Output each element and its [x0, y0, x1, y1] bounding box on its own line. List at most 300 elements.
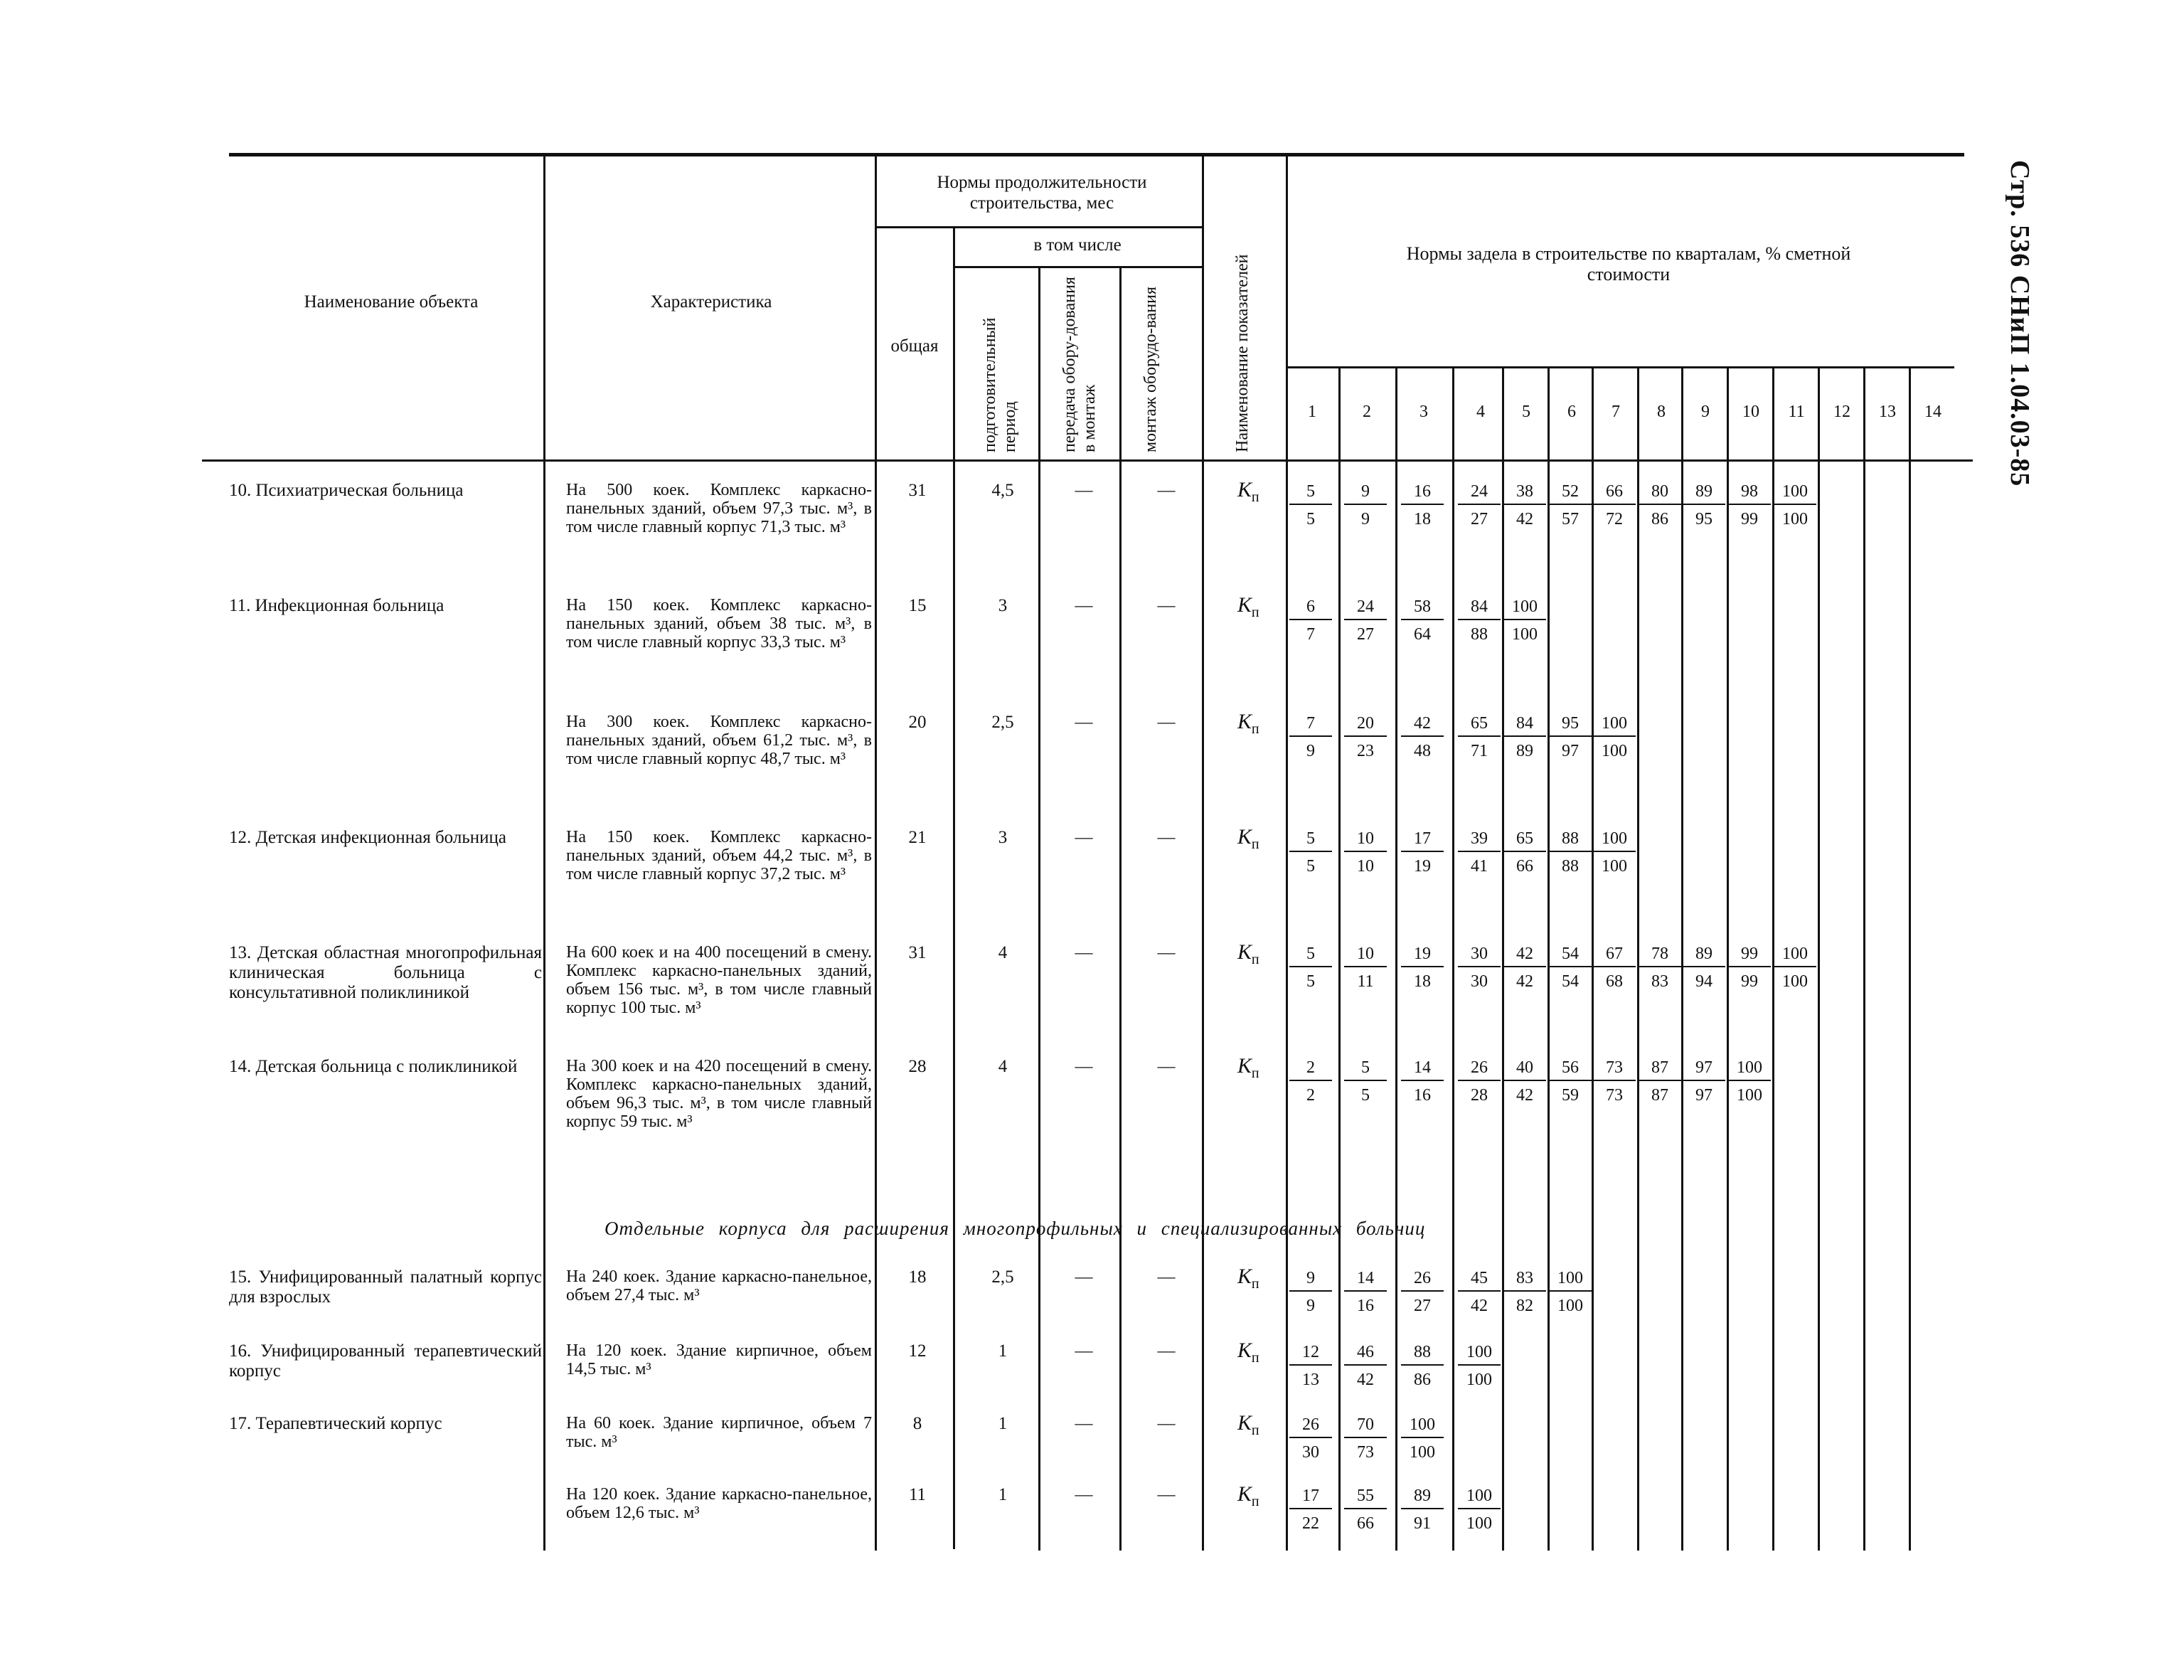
backlog-numerator: 9 [1289, 1266, 1332, 1292]
indicator-kp: $К_п$ [1237, 593, 1259, 620]
quarters-header-rule [1286, 366, 1954, 368]
backlog-numerator: 58 [1401, 595, 1444, 620]
q-divider [1395, 366, 1397, 1551]
backlog-value [1458, 1484, 1501, 1535]
indicator-kp: $К_п$ [1237, 1339, 1259, 1366]
backlog-numerator: 17 [1401, 826, 1444, 852]
backlog-numerator: 14 [1401, 1056, 1444, 1081]
backlog-denominator: 18 [1414, 510, 1431, 528]
characteristic-text: На 600 коек и на 400 посещений в смену. Комплекс каркасно-панельных зданий, объем 156 тыс. м³, в том числе главный корпус 100 тыс. м³ [566, 943, 872, 1017]
backlog-value [1458, 479, 1501, 531]
duration-prep: 2,5 [991, 713, 1014, 732]
backlog-numerator: 45 [1458, 1266, 1501, 1292]
backlog-value [1593, 826, 1636, 878]
backlog-value [1458, 1266, 1501, 1317]
backlog-value [1289, 479, 1332, 531]
duration-transfer: — [1075, 1057, 1093, 1076]
backlog-denominator: 16 [1357, 1297, 1374, 1315]
indicator-symbol: К [1237, 1482, 1252, 1506]
duration-transfer: — [1075, 943, 1093, 962]
quarter-number: 12 [1833, 403, 1850, 421]
characteristic-text: На 240 коек. Здание каркасно-панельное, объем 27,4 тыс. м³ [566, 1267, 872, 1304]
backlog-denominator: 42 [1516, 510, 1533, 528]
backlog-value [1683, 942, 1725, 993]
backlog-numerator: 67 [1593, 942, 1636, 967]
backlog-numerator: 42 [1503, 942, 1546, 967]
quarter-number: 9 [1701, 403, 1710, 421]
backlog-numerator: 19 [1401, 942, 1444, 967]
backlog-numerator: 39 [1458, 826, 1501, 852]
indicator-symbol: К [1237, 1339, 1252, 1362]
q-divider [1338, 366, 1341, 1551]
object-name: 13. Детская областная многопрофильная клиническая больница с консультативной поликлиникой [229, 943, 542, 1002]
q-divider [1452, 366, 1454, 1551]
backlog-denominator: 42 [1357, 1371, 1374, 1389]
backlog-numerator: 26 [1401, 1266, 1444, 1292]
backlog-value [1683, 479, 1725, 531]
backlog-value [1503, 1056, 1546, 1107]
backlog-denominator: 71 [1471, 742, 1488, 760]
quarter-number: 13 [1879, 403, 1896, 421]
duration-total: 20 [908, 713, 927, 732]
characteristic-text: На 300 коек. Комплекс каркасно-панельных зданий, объем 61,2 тыс. м³, в том числе главный корпус 48,7 тыс. м³ [566, 713, 872, 768]
backlog-value [1593, 1056, 1636, 1107]
duration-total: 18 [908, 1267, 927, 1287]
object-name: 11. Инфекционная больница [229, 596, 444, 615]
duration-install: — [1157, 828, 1176, 847]
backlog-value [1549, 1056, 1592, 1107]
duration-total: 31 [908, 481, 927, 500]
backlog-numerator: 95 [1549, 711, 1592, 737]
backlog-value [1728, 479, 1771, 531]
backlog-denominator: 82 [1516, 1297, 1533, 1315]
duration-install: — [1157, 713, 1176, 732]
backlog-value [1549, 1266, 1592, 1317]
backlog-numerator: 5 [1344, 1056, 1387, 1081]
backlog-value [1728, 1056, 1771, 1107]
backlog-value [1593, 711, 1636, 762]
backlog-denominator: 41 [1471, 857, 1488, 876]
backlog-numerator: 89 [1683, 479, 1725, 505]
col-divider-transfer [1119, 266, 1122, 1551]
duration-prep: 4 [998, 943, 1008, 962]
backlog-value [1549, 942, 1592, 993]
backlog-numerator: 100 [1549, 1266, 1592, 1292]
characteristic-text: На 500 коек. Комплекс каркасно-панельных зданий, объем 97,3 тыс. м³, в том числе главный корпус 71,3 тыс. м³ [566, 481, 872, 536]
backlog-denominator: 19 [1414, 857, 1431, 876]
backlog-denominator: 9 [1306, 742, 1315, 760]
quarter-number: 14 [1924, 403, 1941, 421]
backlog-value [1683, 1056, 1725, 1107]
backlog-value [1401, 1340, 1444, 1391]
backlog-numerator: 84 [1458, 595, 1501, 620]
duration-transfer: — [1075, 713, 1093, 732]
backlog-numerator: 84 [1503, 711, 1546, 737]
backlog-value [1289, 595, 1332, 646]
indicator-kp: $К_п$ [1237, 1054, 1259, 1081]
backlog-denominator: 97 [1562, 742, 1579, 760]
backlog-numerator: 100 [1774, 479, 1816, 505]
duration-transfer: — [1075, 481, 1093, 500]
duration-header-rule [875, 226, 1202, 228]
backlog-value [1458, 711, 1501, 762]
q-divider [1863, 366, 1865, 1551]
backlog-value [1344, 1056, 1387, 1107]
backlog-denominator: 30 [1471, 972, 1488, 991]
object-name: 14. Детская больница с поликлиникой [229, 1057, 518, 1076]
indicator-symbol: К [1237, 825, 1252, 849]
backlog-value [1344, 479, 1387, 531]
backlog-numerator: 6 [1289, 595, 1332, 620]
object-name: 12. Детская инфекционная больница [229, 828, 506, 847]
duration-install: — [1157, 1267, 1176, 1287]
backlog-denominator: 27 [1357, 625, 1374, 644]
backlog-denominator: 68 [1606, 972, 1623, 991]
duration-install: — [1157, 596, 1176, 615]
duration-install: — [1157, 943, 1176, 962]
backlog-numerator: 83 [1503, 1266, 1546, 1292]
backlog-denominator: 97 [1695, 1086, 1712, 1105]
backlog-denominator: 86 [1414, 1371, 1431, 1389]
duration-install: — [1157, 1341, 1176, 1361]
backlog-numerator: 89 [1401, 1484, 1444, 1509]
backlog-value [1289, 711, 1332, 762]
backlog-value [1549, 711, 1592, 762]
backlog-denominator: 87 [1651, 1086, 1668, 1105]
backlog-denominator: 5 [1361, 1086, 1370, 1105]
duration-prep: 2,5 [991, 1267, 1014, 1287]
backlog-denominator: 57 [1562, 510, 1579, 528]
backlog-value [1344, 1484, 1387, 1535]
backlog-denominator: 100 [1782, 510, 1808, 528]
backlog-numerator: 5 [1289, 479, 1332, 505]
backlog-denominator: 64 [1414, 625, 1431, 644]
duration-prep: 4 [998, 1057, 1008, 1076]
backlog-numerator: 14 [1344, 1266, 1387, 1292]
backlog-denominator: 73 [1606, 1086, 1623, 1105]
backlog-numerator: 65 [1503, 826, 1546, 852]
col-divider-name [543, 156, 545, 1551]
backlog-value [1503, 595, 1546, 646]
backlog-value [1401, 711, 1444, 762]
backlog-numerator: 38 [1503, 479, 1546, 505]
duration-prep: 4,5 [991, 481, 1014, 500]
backlog-numerator: 100 [1458, 1484, 1501, 1509]
backlog-denominator: 5 [1306, 857, 1315, 876]
indicator-kp: $К_п$ [1237, 1265, 1259, 1292]
backlog-value [1774, 942, 1816, 993]
backlog-value [1401, 826, 1444, 878]
col-divider-prep [1038, 266, 1040, 1551]
backlog-numerator: 5 [1289, 826, 1332, 852]
header-indicator-name: Наименование показателей [1233, 254, 1252, 452]
header-object-name: Наименование объекта [304, 292, 479, 312]
backlog-denominator: 30 [1302, 1443, 1319, 1462]
backlog-value [1774, 479, 1816, 531]
duration-total: 15 [908, 596, 927, 615]
indicator-symbol: К [1237, 478, 1252, 501]
backlog-denominator: 27 [1414, 1297, 1431, 1315]
duration-install: — [1157, 1414, 1176, 1433]
backlog-value [1344, 942, 1387, 993]
col-divider-install [1202, 156, 1204, 1551]
object-name: 10. Психиатрическая больница [229, 481, 464, 500]
indicator-kp: $К_п$ [1237, 478, 1259, 505]
duration-transfer: — [1075, 596, 1093, 615]
backlog-denominator: 66 [1516, 857, 1533, 876]
backlog-denominator: 73 [1357, 1443, 1374, 1462]
backlog-numerator: 46 [1344, 1340, 1387, 1366]
quarter-number: 6 [1567, 403, 1576, 421]
header-including: в том числе [1033, 235, 1122, 255]
backlog-denominator: 91 [1414, 1514, 1431, 1533]
characteristic-text: На 60 коек. Здание кирпичное, объем 7 тыс. м³ [566, 1414, 872, 1451]
backlog-denominator: 5 [1306, 510, 1315, 528]
backlog-denominator: 11 [1357, 972, 1374, 991]
header-duration-norms: Нормы продолжительности строительства, мес [937, 173, 1147, 213]
backlog-denominator: 95 [1695, 510, 1712, 528]
backlog-numerator: 24 [1344, 595, 1387, 620]
quarter-number: 2 [1363, 403, 1371, 421]
backlog-denominator: 22 [1302, 1514, 1319, 1533]
backlog-numerator: 98 [1728, 479, 1771, 505]
duration-total: 11 [908, 1485, 927, 1504]
backlog-denominator: 13 [1302, 1371, 1319, 1389]
header-equip-install: монтаж оборудо-вания [1141, 286, 1160, 452]
duration-install: — [1157, 1057, 1176, 1076]
object-name: 15. Унифицированный палатный корпус для взрослых [229, 1267, 542, 1307]
header-characteristic: Характеристика [650, 292, 772, 312]
backlog-numerator: 16 [1401, 479, 1444, 505]
backlog-value [1458, 595, 1501, 646]
backlog-value [1401, 1266, 1444, 1317]
backlog-denominator: 42 [1516, 972, 1533, 991]
duration-install: — [1157, 481, 1176, 500]
backlog-numerator: 78 [1639, 942, 1681, 967]
backlog-value [1593, 479, 1636, 531]
quarter-number: 11 [1788, 403, 1805, 421]
backlog-value [1728, 942, 1771, 993]
backlog-value [1458, 942, 1501, 993]
backlog-denominator: 9 [1361, 510, 1370, 528]
backlog-numerator: 87 [1639, 1056, 1681, 1081]
duration-transfer: — [1075, 828, 1093, 847]
quarter-number: 10 [1742, 403, 1759, 421]
characteristic-text: На 300 коек и на 420 посещений в смену. Комплекс каркасно-панельных зданий, объем 96,3 тыс. м³, в том числе главный корпус 59 тыс. м³ [566, 1057, 872, 1131]
indicator-symbol: К [1237, 593, 1252, 617]
backlog-value [1639, 479, 1681, 531]
backlog-denominator: 10 [1357, 857, 1374, 876]
duration-prep: 1 [998, 1485, 1008, 1504]
indicator-symbol: К [1237, 1265, 1252, 1288]
col-divider-total [953, 226, 955, 1549]
backlog-numerator: 55 [1344, 1484, 1387, 1509]
backlog-denominator: 9 [1306, 1297, 1315, 1315]
backlog-value [1401, 1484, 1444, 1535]
backlog-value [1458, 1340, 1501, 1391]
col-divider-indicator [1286, 156, 1288, 1551]
section-title: Отдельные корпуса для расширения многопрофильных и специализированных больниц [604, 1218, 1426, 1239]
backlog-denominator: 100 [1602, 742, 1627, 760]
header-bottom-rule [202, 459, 1973, 462]
backlog-value [1344, 1413, 1387, 1464]
backlog-numerator: 10 [1344, 942, 1387, 967]
backlog-denominator: 7 [1306, 625, 1315, 644]
indicator-symbol: К [1237, 940, 1252, 964]
backlog-numerator: 70 [1344, 1413, 1387, 1438]
backlog-denominator: 72 [1606, 510, 1623, 528]
backlog-numerator: 100 [1401, 1413, 1444, 1438]
backlog-denominator: 27 [1471, 510, 1488, 528]
backlog-denominator: 100 [1466, 1514, 1492, 1533]
backlog-denominator: 88 [1471, 625, 1488, 644]
page-side-title: Стр. 536 СНиП 1.04.03-85 [2005, 160, 2035, 487]
backlog-denominator: 94 [1695, 972, 1712, 991]
backlog-value [1289, 1056, 1332, 1107]
backlog-value [1458, 1056, 1501, 1107]
duration-prep: 1 [998, 1414, 1008, 1433]
duration-total: 31 [908, 943, 927, 962]
backlog-denominator: 54 [1562, 972, 1579, 991]
backlog-denominator: 59 [1562, 1086, 1579, 1105]
backlog-denominator: 23 [1357, 742, 1374, 760]
backlog-denominator: 83 [1651, 972, 1668, 991]
backlog-value [1639, 942, 1681, 993]
backlog-denominator: 48 [1414, 742, 1431, 760]
duration-prep: 1 [998, 1341, 1008, 1361]
quarter-number: 4 [1476, 403, 1485, 421]
backlog-value [1344, 711, 1387, 762]
characteristic-text: На 150 коек. Комплекс каркасно-панельных зданий, объем 44,2 тыс. м³, в том числе главный корпус 37,2 тыс. м³ [566, 828, 872, 883]
indicator-kp: $К_п$ [1237, 710, 1259, 737]
backlog-numerator: 89 [1683, 942, 1725, 967]
indicator-kp: $К_п$ [1237, 1482, 1259, 1509]
backlog-numerator: 30 [1458, 942, 1501, 967]
backlog-numerator: 88 [1549, 826, 1592, 852]
backlog-numerator: 73 [1593, 1056, 1636, 1081]
backlog-numerator: 54 [1549, 942, 1592, 967]
backlog-value [1593, 942, 1636, 993]
backlog-value [1401, 1413, 1444, 1464]
top-rule [229, 153, 1964, 156]
indicator-symbol: К [1237, 710, 1252, 733]
backlog-numerator: 97 [1683, 1056, 1725, 1081]
backlog-value [1401, 942, 1444, 993]
backlog-numerator: 9 [1344, 479, 1387, 505]
backlog-numerator: 65 [1458, 711, 1501, 737]
backlog-value [1289, 1413, 1332, 1464]
backlog-numerator: 42 [1401, 711, 1444, 737]
q-divider [1818, 366, 1820, 1551]
backlog-value [1401, 479, 1444, 531]
backlog-denominator: 100 [1602, 857, 1627, 876]
duration-install: — [1157, 1485, 1176, 1504]
backlog-denominator: 99 [1741, 972, 1758, 991]
backlog-value [1503, 826, 1546, 878]
indicator-symbol: К [1237, 1054, 1252, 1078]
duration-total: 21 [908, 828, 927, 847]
quarter-number: 1 [1308, 403, 1316, 421]
duration-transfer: — [1075, 1414, 1093, 1433]
backlog-numerator: 24 [1458, 479, 1501, 505]
backlog-value [1401, 595, 1444, 646]
quarter-number: 3 [1419, 403, 1428, 421]
backlog-value [1458, 826, 1501, 878]
backlog-denominator: 2 [1306, 1086, 1315, 1105]
quarter-number: 8 [1657, 403, 1666, 421]
backlog-value [1503, 479, 1546, 531]
indicator-kp: $К_п$ [1237, 940, 1259, 967]
backlog-denominator: 42 [1471, 1297, 1488, 1315]
duration-prep: 3 [998, 596, 1008, 615]
backlog-value [1503, 942, 1546, 993]
backlog-numerator: 100 [1593, 826, 1636, 852]
duration-transfer: — [1075, 1341, 1093, 1361]
backlog-numerator: 100 [1593, 711, 1636, 737]
backlog-denominator: 99 [1741, 510, 1758, 528]
backlog-value [1344, 1266, 1387, 1317]
duration-prep: 3 [998, 828, 1008, 847]
backlog-numerator: 17 [1289, 1484, 1332, 1509]
backlog-value [1549, 826, 1592, 878]
backlog-value [1289, 1340, 1332, 1391]
characteristic-text: На 150 коек. Комплекс каркасно-панельных зданий, объем 38 тыс. м³, в том числе главный корпус 33,3 тыс. м³ [566, 596, 872, 652]
duration-total: 28 [908, 1057, 927, 1076]
q-divider [1909, 366, 1911, 1551]
backlog-value [1503, 1266, 1546, 1317]
backlog-numerator: 80 [1639, 479, 1681, 505]
quarter-number: 5 [1522, 403, 1530, 421]
characteristic-text: На 120 коек. Здание кирпичное, объем 14,5 тыс. м³ [566, 1341, 872, 1378]
header-backlog-norms: Нормы задела в строительстве по кварталам, % сметной стоимости [1406, 243, 1851, 285]
header-prep-period: подготовительный период [981, 317, 1019, 452]
duration-transfer: — [1075, 1485, 1093, 1504]
backlog-numerator: 100 [1458, 1340, 1501, 1366]
backlog-numerator: 100 [1728, 1056, 1771, 1081]
backlog-denominator: 100 [1512, 625, 1538, 644]
backlog-numerator: 66 [1593, 479, 1636, 505]
backlog-denominator: 66 [1357, 1514, 1374, 1533]
backlog-value [1503, 711, 1546, 762]
backlog-denominator: 88 [1562, 857, 1579, 876]
backlog-denominator: 100 [1466, 1371, 1492, 1389]
backlog-denominator: 100 [1557, 1297, 1583, 1315]
backlog-numerator: 52 [1549, 479, 1592, 505]
backlog-numerator: 2 [1289, 1056, 1332, 1081]
backlog-numerator: 10 [1344, 826, 1387, 852]
backlog-numerator: 88 [1401, 1340, 1444, 1366]
backlog-value [1401, 1056, 1444, 1107]
backlog-denominator: 5 [1306, 972, 1315, 991]
object-name: 17. Терапевтический корпус [229, 1414, 442, 1433]
duration-transfer: — [1075, 1267, 1093, 1287]
backlog-denominator: 89 [1516, 742, 1533, 760]
backlog-numerator: 5 [1289, 942, 1332, 967]
header-equip-transfer: передача обору-дования в монтаж [1060, 277, 1099, 452]
backlog-value [1639, 1056, 1681, 1107]
backlog-denominator: 100 [1782, 972, 1808, 991]
backlog-value [1344, 1340, 1387, 1391]
indicator-kp: $К_п$ [1237, 1411, 1259, 1438]
duration-total: 8 [912, 1414, 922, 1433]
backlog-numerator: 100 [1774, 942, 1816, 967]
backlog-numerator: 26 [1289, 1413, 1332, 1438]
backlog-numerator: 7 [1289, 711, 1332, 737]
backlog-numerator: 56 [1549, 1056, 1592, 1081]
backlog-value [1289, 826, 1332, 878]
backlog-value [1289, 1266, 1332, 1317]
backlog-numerator: 40 [1503, 1056, 1546, 1081]
